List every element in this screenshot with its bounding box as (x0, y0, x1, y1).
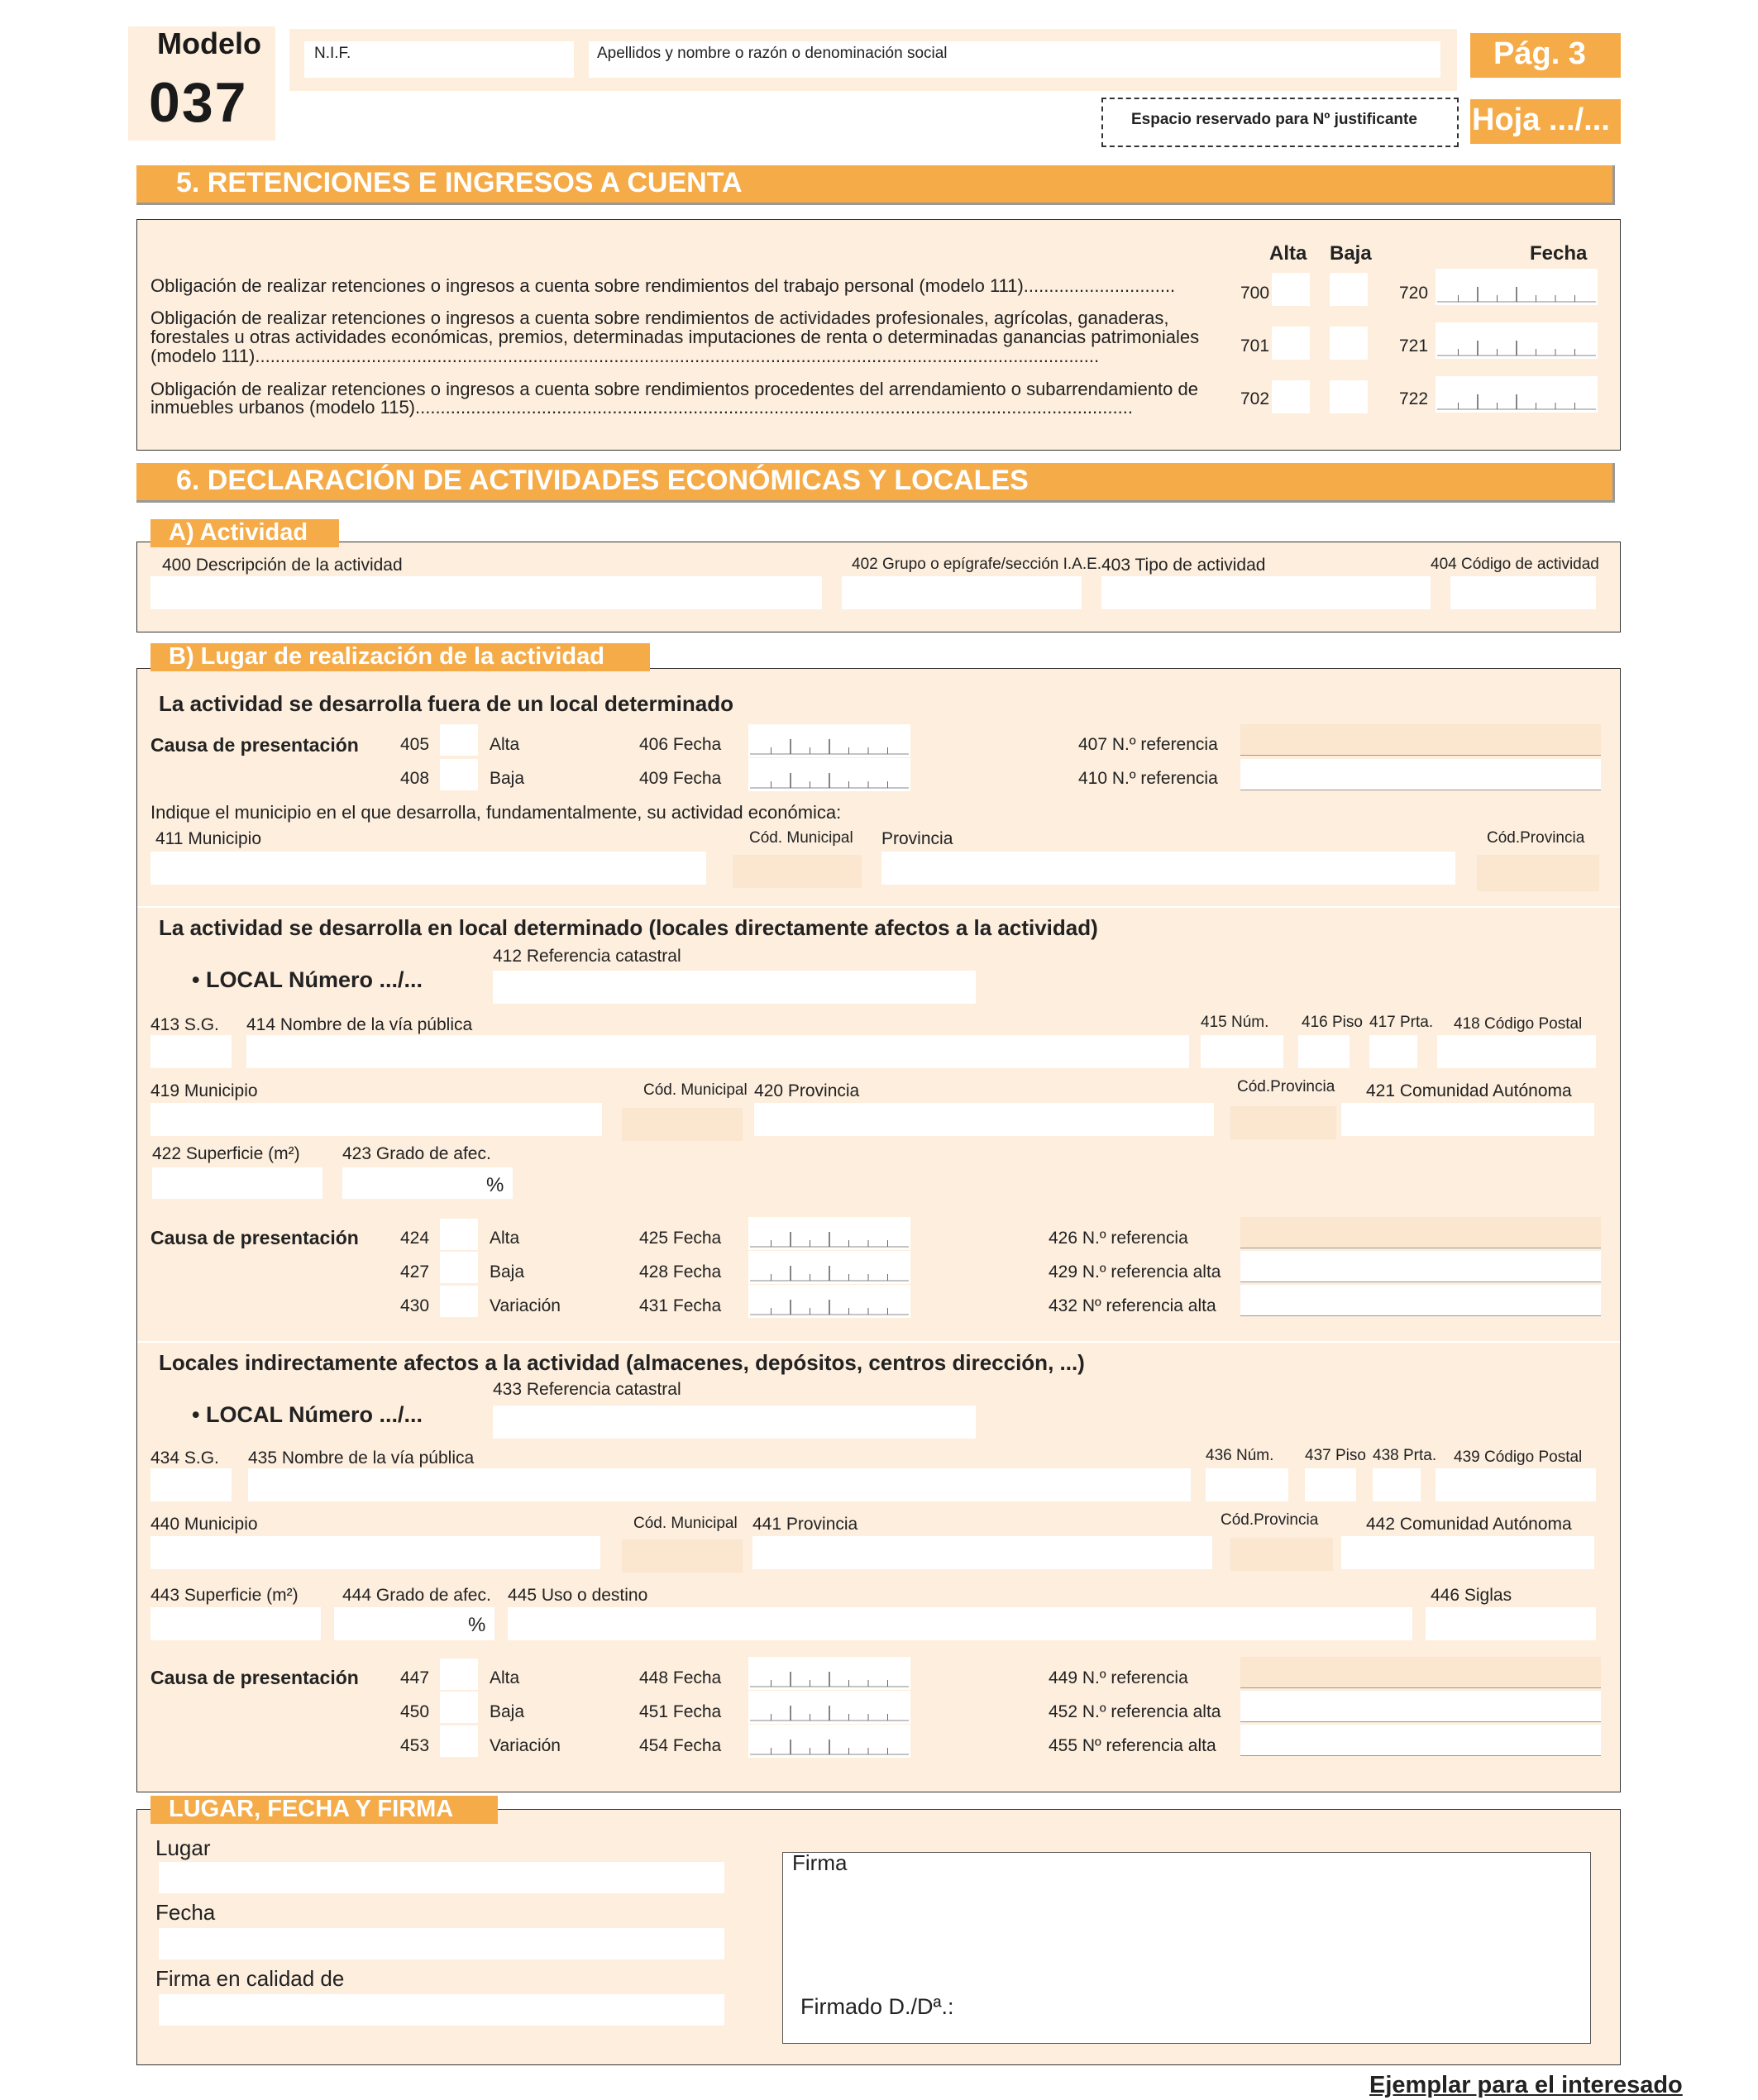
code-430: 430 (400, 1296, 430, 1315)
modelo-number: 037 (149, 71, 248, 134)
label-422: 422 Superficie (m²) (152, 1144, 300, 1163)
baja-450-checkbox[interactable] (440, 1692, 478, 1723)
code-447: 447 (400, 1668, 430, 1687)
variacion-430-label: Variación (490, 1296, 561, 1315)
section6-title: 6. DECLARACIÓN DE ACTIVIDADES ECONÓMICAS Y LOCALES (136, 463, 1615, 503)
sec5-row2-date-code: 721 (1399, 336, 1429, 356)
date-ticks (1436, 269, 1598, 305)
alta-700-checkbox[interactable] (1272, 273, 1310, 306)
codigo-actividad-field[interactable] (1450, 576, 1596, 609)
provincia-field-1[interactable] (881, 852, 1455, 885)
referencia-catastral-433-field[interactable] (493, 1406, 976, 1439)
calidad-field[interactable] (159, 1994, 724, 2026)
cod-municipal-label-1: Cód. Municipal (749, 829, 853, 847)
prta-417-field[interactable] (1369, 1035, 1417, 1068)
municipio-411-field[interactable] (150, 852, 706, 885)
label-416: 416 Piso (1302, 1014, 1363, 1031)
indirect-heading: Locales indirectamente afectos a la actividad (almacenes, depósitos, centros dirección, ...) (159, 1350, 1085, 1375)
label-404: 404 Código de actividad (1431, 556, 1599, 573)
name-label: Apellidos y nombre o razón o denominación social (597, 45, 948, 62)
cod-provincia-field-3 (1230, 1538, 1333, 1571)
date-ticks (1436, 376, 1598, 413)
uso-destino-445-field[interactable] (508, 1607, 1412, 1640)
fecha-431-field[interactable] (748, 1285, 910, 1318)
label-423: 423 Grado de afec. (342, 1144, 491, 1163)
cod-municipal-field-3 (622, 1539, 743, 1573)
num-436-field[interactable] (1206, 1468, 1288, 1501)
date-ticks (748, 758, 910, 791)
page-label: Pág. 3 (1493, 36, 1586, 71)
descripcion-actividad-field[interactable] (150, 576, 822, 609)
code-408: 408 (400, 769, 430, 788)
fecha-454-label: 454 Fecha (639, 1736, 722, 1755)
siglas-446-field[interactable] (1426, 1607, 1596, 1640)
label-433: 433 Referencia catastral (493, 1380, 681, 1399)
fuera-local-heading: La actividad se desarrolla fuera de un local determinado (159, 691, 734, 716)
ejemplar-label: Ejemplar para el interesado (1369, 2072, 1683, 2098)
sec5-row1-text: Obligación de realizar retenciones o ingresos a cuenta sobre rendimientos del trabajo personal (modelo 111).............................. (150, 275, 1176, 296)
indique-municipio-text: Indique el municipio en el que desarrolla, fundamentalmente, su actividad económica: (150, 802, 842, 823)
date-ticks (748, 1217, 910, 1250)
ref-432-label: 432 Nº referencia alta (1049, 1296, 1216, 1315)
ref-410-field[interactable] (1240, 759, 1601, 790)
provincia-420-field[interactable] (754, 1103, 1214, 1136)
prta-438-field[interactable] (1373, 1468, 1421, 1501)
baja-450-label: Baja (490, 1702, 525, 1721)
label-400: 400 Descripción de la actividad (162, 556, 403, 575)
ref-429-field[interactable] (1240, 1251, 1601, 1282)
causa-presentacion-2: Causa de presentación (150, 1227, 359, 1248)
baja-702-checkbox[interactable] (1330, 380, 1368, 413)
municipio-440-field[interactable] (150, 1536, 600, 1569)
code-405: 405 (400, 735, 430, 754)
codigo-postal-418-field[interactable] (1437, 1035, 1596, 1068)
comunidad-442-field[interactable] (1341, 1536, 1594, 1569)
col-alta-header: Alta (1269, 242, 1307, 265)
date-ticks (748, 1657, 910, 1690)
firmado-label: Firmado D./Dª.: (800, 1994, 954, 2019)
fecha-448-label: 448 Fecha (639, 1668, 722, 1687)
cod-municipal-label-3: Cód. Municipal (633, 1515, 738, 1532)
date-720-field[interactable] (1436, 269, 1598, 305)
local-numero-2-text: LOCAL Número .../... (205, 1402, 423, 1427)
sec5-row2-text1: Obligación de realizar retenciones o ingresos a cuenta sobre rendimientos de actividades profesionales, agrícolas, ganaderas, (150, 308, 1169, 328)
label-438: 438 Prta. (1373, 1447, 1437, 1464)
fecha-406-label: 406 Fecha (639, 735, 722, 754)
ref-426-field[interactable] (1240, 1217, 1601, 1248)
label-446: 446 Siglas (1431, 1586, 1512, 1605)
grupo-epigrafe-field[interactable] (842, 576, 1082, 609)
lugar-title: B) Lugar de realización de la actividad (150, 643, 650, 671)
fecha-451-label: 451 Fecha (639, 1702, 722, 1721)
alta-701-checkbox[interactable] (1272, 327, 1310, 360)
num-415-field[interactable] (1201, 1035, 1283, 1068)
alta-424-label: Alta (490, 1229, 520, 1248)
label-440: 440 Municipio (150, 1515, 258, 1534)
pct-423: % (486, 1174, 504, 1196)
label-436: 436 Núm. (1206, 1447, 1274, 1464)
label-441: 441 Provincia (752, 1515, 858, 1534)
fecha-428-field[interactable] (748, 1251, 910, 1284)
actividad-title: A) Actividad (150, 519, 339, 547)
date-ticks (748, 1285, 910, 1318)
municipio-419-field[interactable] (150, 1103, 602, 1136)
baja-408-checkbox[interactable] (440, 759, 478, 790)
label-420: 420 Provincia (754, 1081, 860, 1100)
date-ticks (748, 1251, 910, 1284)
alta-447-checkbox[interactable] (440, 1659, 478, 1690)
fecha-425-field[interactable] (748, 1217, 910, 1250)
alta-405-checkbox[interactable] (440, 724, 478, 756)
divider-2 (137, 1341, 1620, 1343)
variacion-453-checkbox[interactable] (440, 1725, 478, 1757)
hoja-label: Hoja .../... (1472, 103, 1610, 137)
firma-label: Firma (792, 1850, 848, 1875)
sec5-row2-text2: forestales u otras actividades económicas, premios, determinadas imputaciones de renta o determinadas ganancias patrimoniales (150, 327, 1200, 347)
cod-provincia-field-1 (1477, 855, 1599, 891)
baja-408-label: Baja (490, 769, 525, 788)
sec5-row2-code: 701 (1240, 336, 1270, 356)
sec5-row3-text2: inmuebles urbanos (modelo 115).............................................................................................................................................. (150, 397, 1133, 418)
code-450: 450 (400, 1702, 430, 1721)
provincia-441-field[interactable] (752, 1536, 1212, 1569)
col-baja-header: Baja (1330, 242, 1372, 265)
local-determinado-heading: La actividad se desarrolla en local determinado (locales directamente afectos a la actividad) (159, 915, 1098, 940)
date-ticks (1436, 322, 1598, 359)
cod-provincia-field-2 (1230, 1106, 1336, 1139)
fecha-431-label: 431 Fecha (639, 1296, 722, 1315)
causa-presentacion-1: Causa de presentación (150, 734, 359, 756)
sec5-row3-code: 702 (1240, 389, 1270, 408)
referencia-catastral-412-field[interactable] (493, 971, 976, 1004)
cod-provincia-label-1: Cód.Provincia (1487, 829, 1585, 847)
piso-437-field[interactable] (1305, 1468, 1356, 1501)
superficie-443-field[interactable] (150, 1607, 321, 1640)
provincia-label-1: Provincia (881, 829, 953, 848)
modelo-label: Modelo (157, 26, 261, 60)
cod-provincia-label-3: Cód.Provincia (1221, 1511, 1319, 1529)
divider-1 (137, 906, 1620, 908)
via-publica-414-field[interactable] (246, 1035, 1189, 1068)
label-414: 414 Nombre de la vía pública (246, 1015, 473, 1034)
label-443: 443 Superficie (m²) (150, 1586, 299, 1605)
label-415: 415 Núm. (1201, 1014, 1269, 1031)
ref-452-field[interactable] (1240, 1691, 1601, 1722)
fecha-425-label: 425 Fecha (639, 1229, 722, 1248)
local-numero-1: • LOCAL Número .../... (192, 967, 423, 992)
baja-700-checkbox[interactable] (1330, 273, 1368, 306)
date-ticks (748, 1691, 910, 1724)
ref-426-label: 426 N.º referencia (1049, 1229, 1188, 1248)
label-403: 403 Tipo de actividad (1101, 556, 1266, 575)
alta-405-label: Alta (490, 735, 520, 754)
sec5-row3-text1: Obligación de realizar retenciones o ingresos a cuenta sobre rendimientos procedentes del arrendamiento o subarrendamiento de (150, 379, 1198, 399)
fecha-451-field[interactable] (748, 1691, 910, 1724)
ref-455-label: 455 Nº referencia alta (1049, 1736, 1216, 1755)
fecha-428-label: 428 Fecha (639, 1262, 722, 1281)
date-722-field[interactable] (1436, 376, 1598, 413)
piso-416-field[interactable] (1298, 1035, 1350, 1068)
ref-407-label: 407 N.º referencia (1078, 735, 1218, 754)
date-ticks (748, 724, 910, 757)
cod-municipal-field-1 (733, 855, 862, 888)
variacion-453-label: Variación (490, 1736, 561, 1755)
fecha-448-field[interactable] (748, 1657, 910, 1690)
alta-447-label: Alta (490, 1668, 520, 1687)
ref-407-field[interactable] (1240, 724, 1601, 756)
fecha-406-field[interactable] (748, 724, 910, 757)
baja-427-label: Baja (490, 1262, 525, 1281)
ref-449-field[interactable] (1240, 1657, 1601, 1688)
ref-429-label: 429 N.º referencia alta (1049, 1262, 1221, 1281)
sec5-row1-date-code: 720 (1399, 284, 1429, 303)
label-434: 434 S.G. (150, 1449, 219, 1468)
label-421: 421 Comunidad Autónoma (1366, 1081, 1572, 1100)
section5-title: 5. RETENCIONES E INGRESOS A CUENTA (136, 165, 1615, 205)
label-445: 445 Uso o destino (508, 1586, 648, 1605)
pct-444: % (468, 1614, 486, 1636)
cod-municipal-field-2 (622, 1108, 743, 1141)
nif-label: N.I.F. (314, 45, 351, 62)
local-numero-1-text: LOCAL Número .../... (205, 967, 423, 992)
sec5-row2-text3: (modelo 111)....................................................................................................................................................................... (150, 346, 1100, 366)
label-419: 419 Municipio (150, 1081, 258, 1100)
fecha-firma-field[interactable] (159, 1928, 724, 1959)
alta-424-checkbox[interactable] (440, 1219, 478, 1250)
sg-434-field[interactable] (150, 1468, 232, 1501)
lugar-field[interactable] (159, 1862, 724, 1893)
causa-presentacion-3: Causa de presentación (150, 1667, 359, 1688)
reserved-label: Espacio reservado para Nº justificante (1131, 111, 1417, 128)
code-424: 424 (400, 1229, 430, 1248)
alta-702-checkbox[interactable] (1272, 380, 1310, 413)
fecha-409-field[interactable] (748, 758, 910, 791)
label-435: 435 Nombre de la vía pública (248, 1449, 475, 1468)
ref-455-field[interactable] (1240, 1725, 1601, 1756)
variacion-430-checkbox[interactable] (440, 1286, 478, 1317)
sec5-row1-code: 700 (1240, 284, 1270, 303)
label-439: 439 Código Postal (1454, 1449, 1583, 1466)
cod-municipal-label-2: Cód. Municipal (643, 1081, 748, 1099)
codigo-postal-439-field[interactable] (1436, 1468, 1596, 1501)
comunidad-421-field[interactable] (1341, 1103, 1594, 1136)
col-fecha-header: Fecha (1530, 242, 1588, 265)
label-437: 437 Piso (1305, 1447, 1366, 1464)
tipo-actividad-field[interactable] (1101, 576, 1431, 609)
sg-413-field[interactable] (150, 1035, 232, 1068)
label-402: 402 Grupo o epígrafe/sección I.A.E. (852, 556, 1102, 573)
label-444: 444 Grado de afec. (342, 1586, 491, 1605)
fecha-409-label: 409 Fecha (639, 769, 722, 788)
ref-410-label: 410 N.º referencia (1078, 769, 1218, 788)
baja-701-checkbox[interactable] (1330, 327, 1368, 360)
cod-provincia-label-2: Cód.Provincia (1237, 1078, 1335, 1095)
date-ticks (748, 1725, 910, 1758)
code-427: 427 (400, 1262, 430, 1281)
local-numero-2: • LOCAL Número .../... (192, 1402, 423, 1427)
label-442: 442 Comunidad Autónoma (1366, 1515, 1572, 1534)
firma-title: LUGAR, FECHA Y FIRMA (150, 1796, 498, 1824)
sec5-row3-date-code: 722 (1399, 389, 1429, 408)
ref-449-label: 449 N.º referencia (1049, 1668, 1188, 1687)
fecha-label: Fecha (155, 1900, 216, 1925)
lugar-label: Lugar (155, 1835, 211, 1860)
label-411: 411 Municipio (155, 829, 262, 848)
label-413: 413 S.G. (150, 1015, 219, 1034)
label-418: 418 Código Postal (1454, 1015, 1583, 1033)
via-publica-435-field[interactable] (248, 1468, 1191, 1501)
superficie-422-field[interactable] (152, 1167, 322, 1199)
fecha-454-field[interactable] (748, 1725, 910, 1758)
date-721-field[interactable] (1436, 322, 1598, 359)
ref-432-field[interactable] (1240, 1285, 1601, 1316)
calidad-label: Firma en calidad de (155, 1966, 345, 1991)
code-453: 453 (400, 1736, 430, 1755)
label-412: 412 Referencia catastral (493, 947, 681, 966)
label-417: 417 Prta. (1369, 1014, 1434, 1031)
ref-452-label: 452 N.º referencia alta (1049, 1702, 1221, 1721)
baja-427-checkbox[interactable] (440, 1252, 478, 1283)
